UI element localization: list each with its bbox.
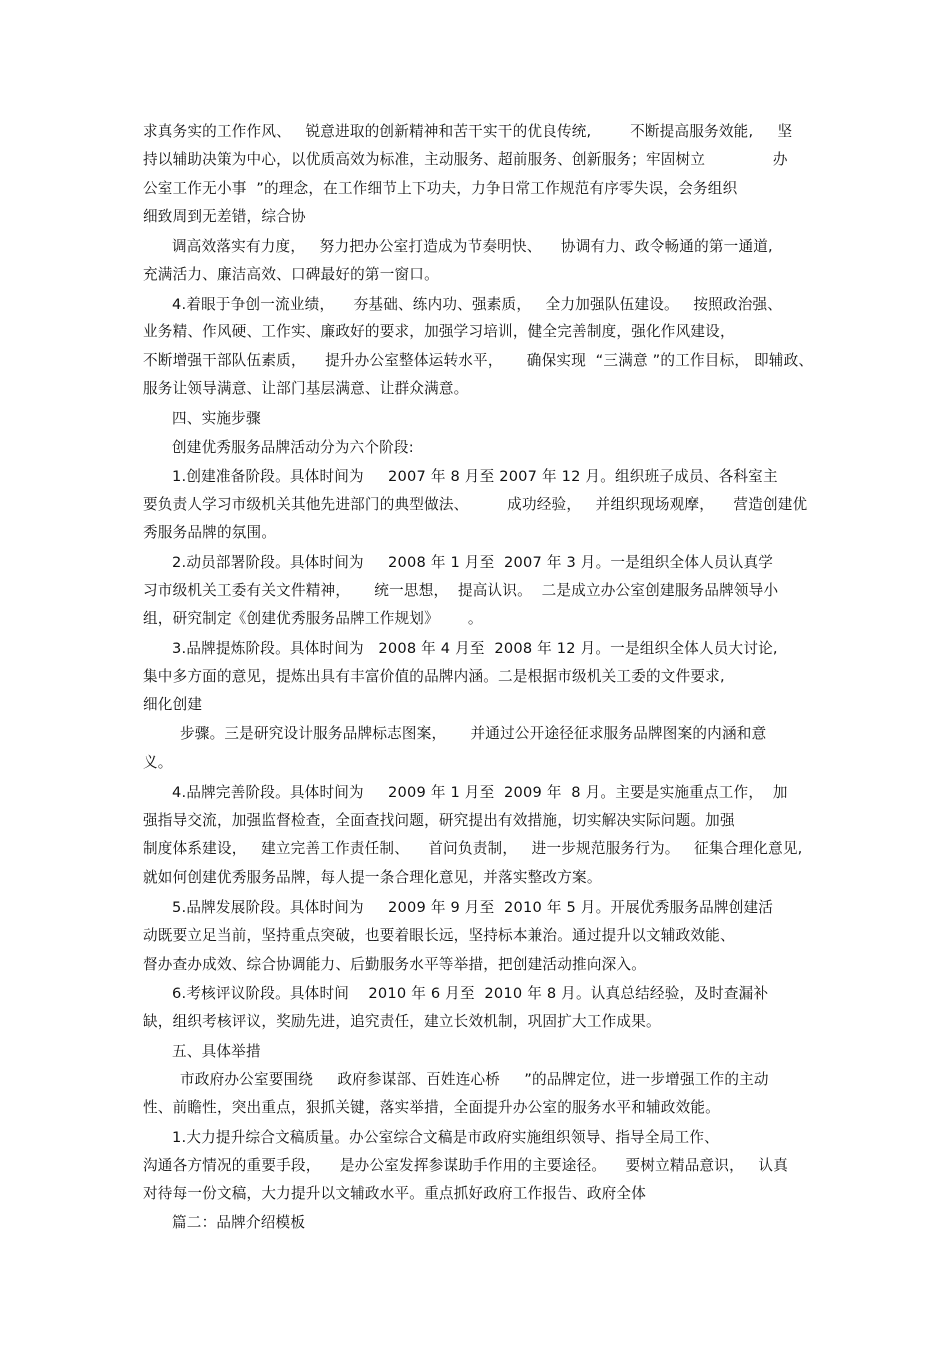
text-line: 4.品牌完善阶段。具体时间为 2009 年 1 月至 2009 年 8 月。主要是实施重点工作， 加 bbox=[172, 784, 788, 801]
text-line: 动既要立足当前，坚持重点突破，也要着眼长远，坚持标本兼治。通过提升以文辅政效能、 bbox=[143, 927, 735, 944]
text-line: 组，研究制定《创建优秀服务品牌工作规划》 。 bbox=[143, 610, 483, 627]
text-line: 习市级机关工委有关文件精神， 统一思想， 提高认识。 二是成立办公室创建服务品牌领导小 bbox=[143, 582, 779, 599]
section-heading: 篇二：品牌介绍模板 bbox=[172, 1214, 306, 1231]
text-line: 义。 bbox=[143, 754, 173, 771]
text-line: 不断增强干部队伍素质， 提升办公室整体运转水平， 确保实现 “三满意 ”的工作目标， 即辅政、 bbox=[143, 352, 814, 369]
section-heading: 四、实施步骤 bbox=[172, 410, 261, 427]
text-line: 细化创建 bbox=[143, 696, 203, 713]
text-line: 缺，组织考核评议，奖励先进，追究责任，建立长效机制，巩固扩大工作成果。 bbox=[143, 1013, 661, 1030]
text-line: 调高效落实有力度， 努力把办公室打造成为节奏明快、 协调有力、政令畅通的第一通道, bbox=[172, 238, 773, 255]
text-line: 服务让领导满意、让部门基层满意、让群众满意。 bbox=[143, 380, 469, 397]
text-line: 强指导交流，加强监督检查，全面查找问题，研究提出有效措施，切实解决实际问题。加强 bbox=[143, 812, 735, 829]
text-line: 充满活力、廉洁高效、口碑最好的第一窗口。 bbox=[143, 266, 439, 283]
text-line: 制度体系建设， 建立完善工作责任制、 首问负责制， 进一步规范服务行为。 征集合理化意见, bbox=[143, 840, 803, 857]
text-line: 督办查办成效、综合协调能力、后勤服务水平等举措，把创建活动推向深入。 bbox=[143, 956, 646, 973]
text-line: 6.考核评议阶段。具体时间 2010 年 6 月至 2010 年 8 月。认真总结经验，及时查漏补 bbox=[172, 985, 769, 1002]
text-line: 4.着眼于争创一流业绩， 夯基础、练内功、强素质， 全力加强队伍建设。 按照政治强、 bbox=[172, 296, 783, 313]
text-line: 秀服务品牌的氛围。 bbox=[143, 524, 277, 541]
text-line: 沟通各方情况的重要手段， 是办公室发挥参谋助手作用的主要途径。 要树立精品意识， 认真 bbox=[143, 1157, 788, 1174]
text-line: 持以辅助决策为中心，以优质高效为标准，主动服务、超前服务、创新服务；牢固树立 办 bbox=[143, 151, 788, 168]
text-line: 业务精、作风硬、工作实、廉政好的要求，加强学习培训，健全完善制度，强化作风建设， bbox=[143, 323, 735, 340]
text-line: 公室工作无小事 ”的理念，在工作细节上下功夫，力争日常工作规范有序零失误，会务组织 bbox=[143, 180, 738, 197]
text-line: 集中多方面的意见，提炼出具有丰富价值的品牌内涵。二是根据市级机关工委的文件要求, bbox=[143, 668, 725, 685]
text-line: 细致周到无差错，综合协 bbox=[143, 208, 306, 225]
text-line: 求真务实的工作作风、 锐意进取的创新精神和苦干实干的优良传统, 不断提高服务效能, 坚 bbox=[143, 123, 793, 140]
text-line: 1.大力提升综合文稿质量。办公室综合文稿是市政府实施组织领导、指导全局工作、 bbox=[172, 1129, 719, 1146]
text-line: 5.品牌发展阶段。具体时间为 2009 年 9 月至 2010 年 5 月。开展优秀服务品牌创建活 bbox=[172, 899, 774, 916]
section-heading: 五、具体举措 bbox=[172, 1043, 261, 1060]
text-line: 1.创建准备阶段。具体时间为 2007 年 8 月至 2007 年 12 月。组织班子成员、各科室主 bbox=[172, 468, 778, 485]
text-line: 市政府办公室要围绕 政府参谋部、百姓连心桥 ”的品牌定位，进一步增强工作的主动 bbox=[180, 1071, 769, 1088]
text-line: 3.品牌提炼阶段。具体时间为 2008 年 4 月至 2008 年 12 月。一是组织全体人员大讨论, bbox=[172, 640, 778, 657]
text-line: 就如何创建优秀服务品牌，每人提一条合理化意见，并落实整改方案。 bbox=[143, 869, 602, 886]
text-line: 性、前瞻性，突出重点，狠抓关键，落实举措，全面提升办公室的服务水平和辅政效能。 bbox=[143, 1099, 720, 1116]
text-line: 步骤。三是研究设计服务品牌标志图案， 并通过公开途径征求服务品牌图案的内涵和意 bbox=[180, 725, 767, 742]
text-line: 对待每一份文稿，大力提升以文辅政水平。重点抓好政府工作报告、政府全体 bbox=[143, 1185, 646, 1202]
text-line: 要负责人学习市级机关其他先进部门的典型做法、 成功经验， 并组织现场观摩， 营造创建优 bbox=[143, 496, 808, 513]
text-line: 创建优秀服务品牌活动分为六个阶段: bbox=[172, 439, 414, 456]
text-line: 2.动员部署阶段。具体时间为 2008 年 1 月至 2007 年 3 月。一是组织全体人员认真学 bbox=[172, 554, 774, 571]
